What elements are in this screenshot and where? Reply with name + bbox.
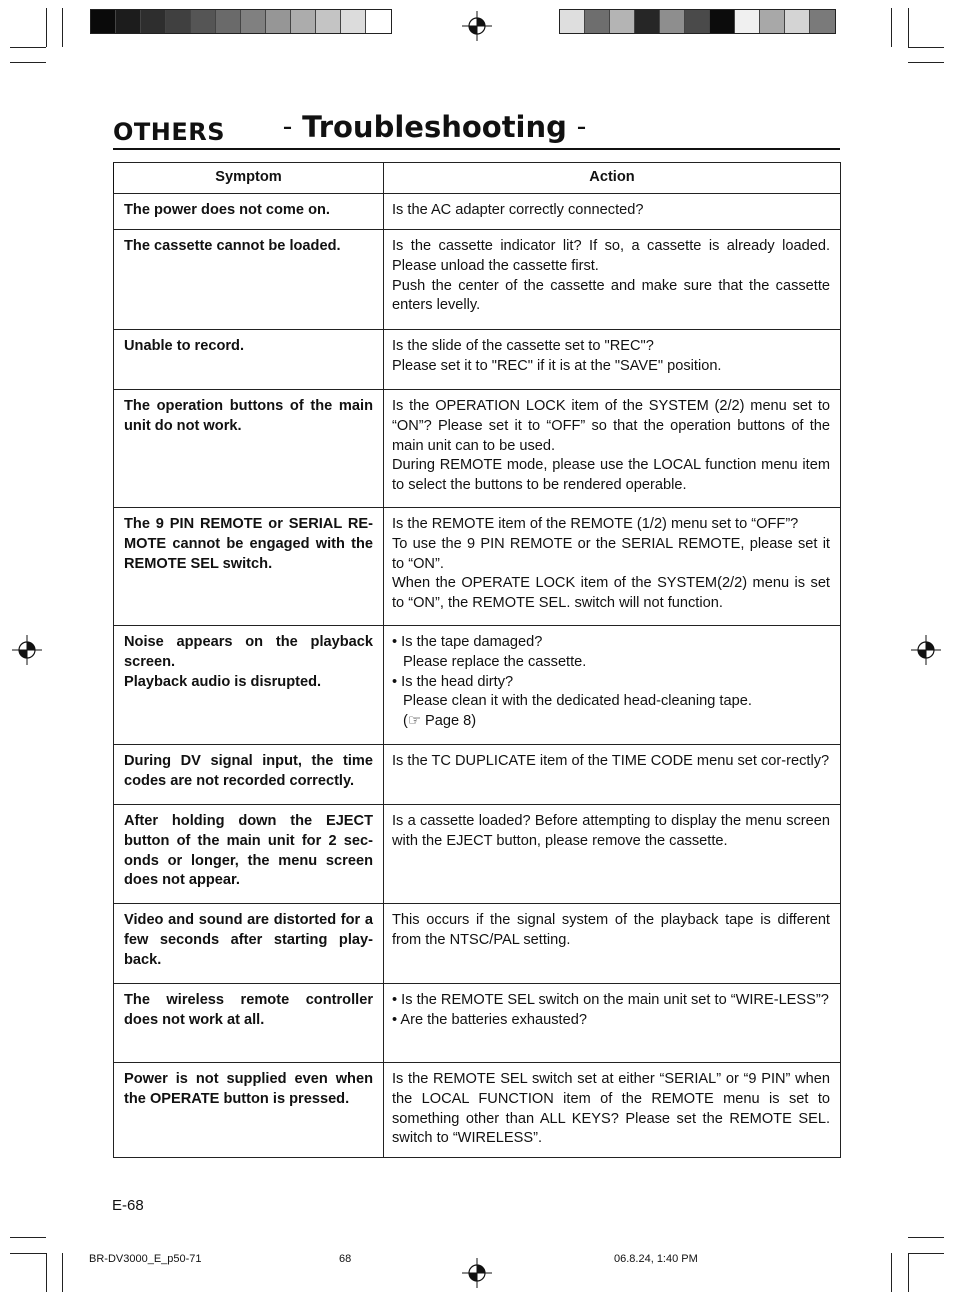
- table-row: [114, 1063, 841, 1158]
- crop-mark: [891, 1253, 892, 1292]
- symptom-cell: [114, 745, 384, 805]
- color-swatch: [660, 10, 685, 33]
- color-swatch: [735, 10, 760, 33]
- column-header-action: Action: [384, 163, 841, 194]
- symptom-text: Video and sound are distorted for a few seconds after starting play-back.: [124, 912, 373, 968]
- crop-mark: [908, 1237, 944, 1238]
- symptom-cell: [114, 194, 384, 230]
- column-header-symptom: Symptom: [114, 163, 384, 194]
- symptom-cell: [114, 984, 384, 1063]
- color-swatch: [91, 10, 116, 33]
- color-calibration-bar-left: [90, 9, 392, 34]
- registration-mark-icon: [462, 11, 492, 41]
- symptom-cell: [114, 230, 384, 330]
- troubleshooting-table: [113, 162, 841, 1158]
- crop-mark: [62, 1253, 63, 1292]
- registration-mark-icon: [12, 635, 42, 665]
- table-row: [114, 904, 841, 984]
- symptom-text: Playback audio is disrupted.: [124, 673, 322, 690]
- action-bullet: • Are the batteries exhausted?: [392, 1011, 587, 1028]
- symptom-cell: [114, 904, 384, 984]
- color-swatch: [610, 10, 635, 33]
- action-cell: [384, 390, 841, 508]
- registration-mark-icon: [911, 635, 941, 665]
- color-swatch: [810, 10, 835, 33]
- table-row: [114, 230, 841, 330]
- action-bullet: • Is the REMOTE SEL switch on the main unit set to “WIRE-LESS”?: [392, 992, 829, 1008]
- footer-page: 68: [339, 1253, 352, 1265]
- crop-mark: [46, 8, 47, 47]
- action-text: Push the center of the cassette and make sure that the cassette enters levelly.: [392, 277, 830, 314]
- crop-mark: [10, 1253, 46, 1254]
- action-text: Is the cassette indicator lit? If so, a cassette is already loaded. Please unload the cassette first.: [392, 238, 830, 274]
- color-swatch: [216, 10, 241, 33]
- action-cell: [384, 745, 841, 805]
- color-swatch: [710, 10, 735, 33]
- action-cell: [384, 330, 841, 390]
- crop-mark: [10, 47, 46, 48]
- color-swatch: [191, 10, 216, 33]
- action-text: Is the slide of the cassette set to "REC"?: [392, 338, 654, 354]
- action-text: Is the AC adapter correctly connected?: [392, 202, 644, 218]
- action-text: Is the REMOTE SEL switch set at either “SERIAL” or “9 PIN” when the LOCAL FUNCTION item of the REMOTE menu is set to something other than ALL KEYS? Please set the REMOTE SEL. switch to “WIRELESS”.: [392, 1071, 830, 1147]
- action-text: Is a cassette loaded? Before attempting to display the menu screen with the EJECT button, please remove the cassette.: [392, 813, 830, 849]
- symptom-cell: [114, 330, 384, 390]
- action-text: To use the 9 PIN REMOTE or the SERIAL REMOTE, please set it to “ON”.: [392, 535, 830, 572]
- color-swatch: [341, 10, 366, 33]
- color-swatch: [635, 10, 660, 33]
- symptom-cell: [114, 1063, 384, 1158]
- symptom-cell: [114, 626, 384, 745]
- symptom-cell: [114, 805, 384, 904]
- action-cell: [384, 805, 841, 904]
- color-swatch: [585, 10, 610, 33]
- title-dash: –: [283, 117, 292, 138]
- crop-mark: [908, 1253, 944, 1254]
- action-cell: [384, 230, 841, 330]
- crop-mark: [10, 1237, 46, 1238]
- crop-mark: [62, 8, 63, 47]
- action-cell: [384, 626, 841, 745]
- symptom-text: Noise appears on the playback screen.: [124, 634, 373, 670]
- table-row: [114, 330, 841, 390]
- page-title-text: Troubleshooting: [302, 110, 567, 144]
- action-text: This occurs if the signal system of the playback tape is different from the NTSC/PAL setting.: [392, 912, 830, 948]
- crop-mark: [908, 47, 944, 48]
- table-row: [114, 745, 841, 805]
- table-row: [114, 805, 841, 904]
- title-dash: –: [577, 117, 587, 138]
- footer-filename: BR-DV3000_E_p50-71: [89, 1253, 202, 1265]
- crop-mark: [908, 8, 909, 47]
- color-swatch: [116, 10, 141, 33]
- action-bullet: • Is the tape damaged?: [392, 634, 543, 650]
- table-row: [114, 626, 841, 745]
- action-text: Is the REMOTE item of the REMOTE (1/2) menu set to “OFF”?: [392, 516, 799, 532]
- color-swatch: [560, 10, 585, 33]
- page-number: E-68: [112, 1197, 144, 1214]
- action-cell: [384, 984, 841, 1063]
- symptom-text: Power is not supplied even when the OPERATE button is pressed.: [124, 1071, 373, 1107]
- section-label: OTHERS: [113, 118, 226, 146]
- action-text: (☞ Page 8): [403, 713, 477, 730]
- symptom-text: During DV signal input, the time codes are not recorded correctly.: [124, 753, 373, 789]
- action-cell: [384, 508, 841, 626]
- symptom-cell: [114, 390, 384, 508]
- table-header-row: [114, 163, 841, 194]
- action-text: Is the OPERATION LOCK item of the SYSTEM (2/2) menu set to “ON”? Please set it to “OFF” so that the operation buttons of the main unit can to be used.: [392, 398, 830, 454]
- table-row: [114, 390, 841, 508]
- color-swatch: [291, 10, 316, 33]
- color-swatch: [366, 10, 391, 33]
- symptom-cell: [114, 508, 384, 626]
- action-cell: [384, 904, 841, 984]
- registration-mark-icon: [462, 1258, 492, 1288]
- symptom-text: The operation buttons of the main unit do not work.: [124, 398, 373, 434]
- page-title: [283, 110, 586, 144]
- action-text: During REMOTE mode, please use the LOCAL function menu item to select the buttons to be rendered operable.: [392, 457, 830, 494]
- table-row: [114, 508, 841, 626]
- action-text: Please replace the cassette.: [403, 653, 587, 670]
- action-bullet: • Is the head dirty?: [392, 673, 514, 690]
- color-swatch: [316, 10, 341, 33]
- color-swatch: [785, 10, 810, 33]
- table-row: [114, 194, 841, 230]
- crop-mark: [891, 8, 892, 47]
- color-swatch: [760, 10, 785, 33]
- symptom-text: The cassette cannot be loaded.: [124, 238, 341, 254]
- table-row: [114, 984, 841, 1063]
- symptom-text: Unable to record.: [124, 338, 245, 354]
- action-cell: [384, 194, 841, 230]
- footer-timestamp: 06.8.24, 1:40 PM: [614, 1253, 698, 1265]
- action-text: Please set it to "REC" if it is at the "SAVE" position.: [392, 357, 722, 374]
- action-text: Is the TC DUPLICATE item of the TIME CODE menu set cor-rectly?: [392, 753, 830, 769]
- crop-mark: [46, 1253, 47, 1292]
- crop-mark: [908, 1253, 909, 1292]
- color-calibration-bar-right: [559, 9, 836, 34]
- color-swatch: [266, 10, 291, 33]
- action-cell: [384, 1063, 841, 1158]
- color-swatch: [141, 10, 166, 33]
- page-header: [113, 108, 840, 150]
- action-text: When the OPERATE LOCK item of the SYSTEM(2/2) menu is set to “ON”, the REMOTE SEL. switch will not function.: [392, 575, 830, 612]
- action-text: Please clean it with the dedicated head-cleaning tape.: [403, 693, 752, 710]
- symptom-text: The 9 PIN REMOTE or SERIAL RE-MOTE cannot be engaged with the REMOTE SEL switch.: [124, 516, 373, 572]
- symptom-text: The wireless remote controller does not work at all.: [124, 992, 373, 1028]
- color-swatch: [241, 10, 266, 33]
- color-swatch: [166, 10, 191, 33]
- crop-mark: [908, 62, 944, 63]
- color-swatch: [685, 10, 710, 33]
- symptom-text: After holding down the EJECT button of the main unit for 2 sec-onds or longer, the menu screen does not appear.: [124, 813, 373, 889]
- crop-mark: [10, 62, 46, 63]
- symptom-text: The power does not come on.: [124, 202, 330, 218]
